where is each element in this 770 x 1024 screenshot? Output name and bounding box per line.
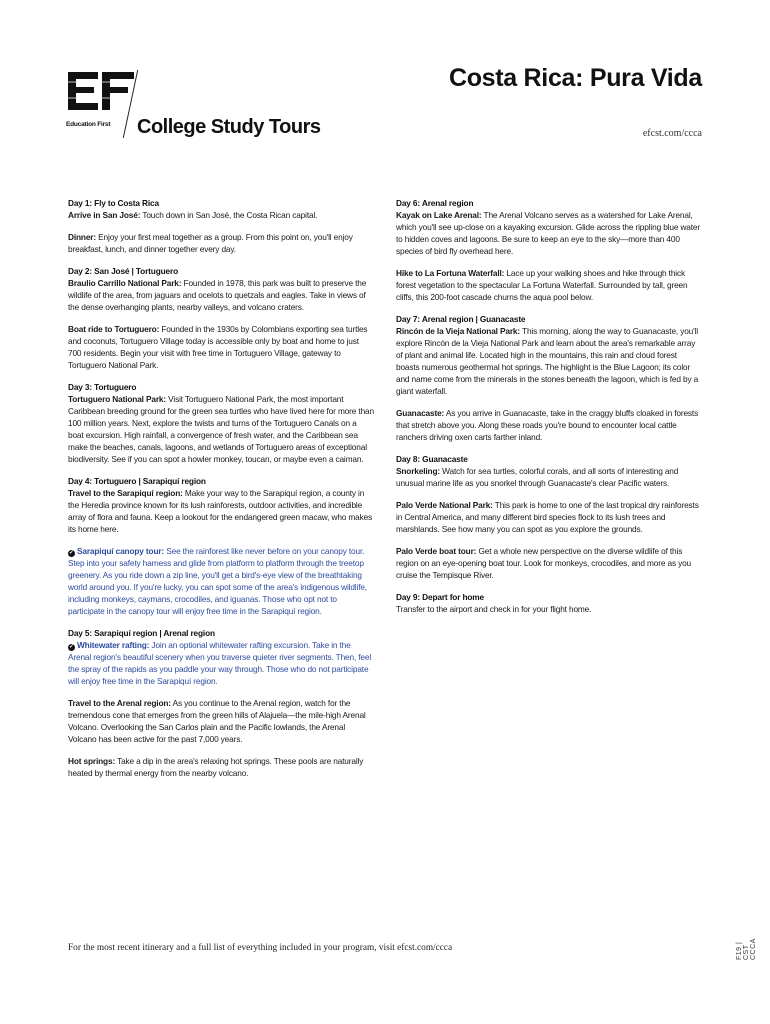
activity-text: Lace up your walking shoes and hike through thick forest vegetation to the spectacular La Fortuna Waterfall. Surrounded by tall, green cliffs, this 200-foot cascade churns the aqua pool below. — [396, 268, 688, 302]
activity-text: See the rainforest like never before on your canopy tour. Step into your safety harness and glide from platform to platform through the treetop greenery. As you ride down a zip line, you'll get a bird's-eye view of the breathtaking world around you. If you're lucky, you can spot some of the area's indigenous wildlife, including monkeys, caymans, crocodiles, and iguanas. Those who opt not to participate in the canopy tour will enjoy free time in the Sarapiquí region. — [68, 546, 367, 616]
activity — [68, 393, 374, 465]
activity — [68, 755, 374, 779]
activity — [396, 267, 702, 303]
activity-lead: Palo Verde National Park: — [396, 500, 493, 510]
itinerary-day — [68, 197, 374, 255]
activity-lead: Hike to La Fortuna Waterfall: — [396, 268, 505, 278]
activity-lead: Braulio Carrillo National Park: — [68, 278, 182, 288]
itinerary-day — [68, 381, 374, 465]
day-title: Day 4: Tortuguero | Sarapiquí region — [68, 476, 206, 486]
optional-excursion-icon: ✓ — [69, 550, 74, 556]
optional-activity — [68, 639, 374, 687]
itinerary-day — [68, 475, 374, 617]
activity-text: Take a dip in the area's relaxing hot springs. These pools are naturally heated by thermal energy from the nearby volcano. — [68, 756, 364, 778]
footer-note: For the most recent itinerary and a full list of everything included in your program, visit efcst.com/ccca — [68, 943, 453, 953]
day-title: Day 5: Sarapiquí region | Arenal region — [68, 628, 215, 638]
activity-lead: Snorkeling: — [396, 466, 440, 476]
activity-lead: Sarapiquí canopy tour: — [77, 546, 165, 556]
activity-text: Founded in the 1930s by Colombians exporting sea turtles and coconuts, Tortuguero Village today is accessible only by boat and home to just 700 residents. Begin your visit with free time in Tortuguero Village, gateway to Tortuguero National Park. — [68, 324, 368, 370]
activity-text: This park is home to one of the last tropical dry rainforests in Central America, and many different bird species flock to its lush trees and marshlands. See how many you can spot as you explore the grounds. — [396, 500, 699, 534]
activity-lead: Tortuguero National Park: — [68, 394, 166, 404]
activity-text: Enjoy your first meal together as a group. From this point on, you'll enjoy breakfast, lunch, and dinner together every day. — [68, 232, 353, 254]
day-title: Day 9: Depart for home — [396, 592, 484, 602]
optional-activity — [68, 545, 374, 617]
activity — [68, 487, 374, 535]
optional-excursion-icon: ✓ — [69, 644, 74, 650]
activity — [396, 407, 702, 443]
activity-text: Touch down in San José, the Costa Rican capital. — [140, 210, 318, 220]
activity-text: The Arenal Volcano serves as a watershed for Lake Arenal, which you'll see up-close on a kayaking excursion. Glide across the rippling blue water to hidden coves and lagoons. Be sure to keep an eye to the sky—more than 400 species of bird fly overhead here. — [396, 210, 700, 256]
activity-lead: Dinner: — [68, 232, 96, 242]
activity-text: Founded in 1978, this park was built to preserve the wildlife of the area, from jaguars and ocelots to quetzals and eagles. Take in views of the dense overhanging plants, nearby valleys, and volcano craters. — [68, 278, 367, 312]
activity-text: This morning, along the way to Guanacaste, you'll explore Rincón de la Vieja National Park and learn about the area's remarkable array of plant and animal life. Located high in the mountains, this rain and cloud forest boasts numerous geothermal hot springs. The highlight is the Blue Lagoon; its color and name come from the minerals in the stones beneath the lagoon, which is fed by a giant waterfall. — [396, 326, 699, 396]
activity-lead: Palo Verde boat tour: — [396, 546, 477, 556]
day-title: Day 2: San José | Tortuguero — [68, 266, 178, 276]
itinerary-day — [396, 453, 702, 581]
activity — [396, 465, 702, 489]
activity-lead: Guanacaste: — [396, 408, 445, 418]
day-title: Day 6: Arenal region — [396, 198, 474, 208]
logo-caption: Education First — [66, 121, 111, 128]
activity-text: Make your way to the Sarapiquí region, a county in the Heredia province known for its lush rainforests, outdoor activities, and incredible array of flora and fauna. Keep a lookout for the endangered green macaw, who makes its home here. — [68, 488, 373, 534]
day-title: Day 3: Tortuguero — [68, 382, 137, 392]
activity-text: Join an optional whitewater rafting excursion. Take in the Arenal region's beautiful scenery when you traverse quieter river segments. Then, feel the spray of the rapids as you paddle your way through. Those who do not participate will enjoy free time in the Sarapiquí region. — [68, 640, 372, 686]
activity — [396, 325, 702, 397]
document-code: F19 | CST CCCA — [736, 938, 757, 960]
activity-text: Watch for sea turtles, colorful corals, and all sorts of interesting and unusual marine life as you snorkel through Guanacaste's clear Pacific waters. — [396, 466, 679, 488]
activity — [396, 209, 702, 257]
activity — [396, 603, 702, 615]
activity-text: Visit Tortuguero National Park, the most important Caribbean breeding ground for the green sea turtles who have lived here for more than 100 million years. Next, explore the twists and turns of the Tortuguero Canals on a boat excursion. High rainfall, a convergence of fresh water, and the Caribbean sea make the beaches, canals, lagoons, and wetlands of Tortuguero areas of exceptional biodiversity. See if you can spot a howler monkey, toucan, or maybe even a caiman. — [68, 394, 374, 464]
activity-lead: Whitewater rafting: — [77, 640, 150, 650]
itinerary-day — [396, 197, 702, 303]
itinerary-day — [396, 313, 702, 443]
activity — [68, 209, 374, 221]
activity-text: Get a whole new perspective on the diverse wildlife of this region on an eye-opening boat tour. Look for monkeys, crocodiles, and more as you cruise the Tempisque River. — [396, 546, 692, 580]
document-title: Costa Rica: Pura Vida — [448, 64, 702, 92]
site-url[interactable]: efcst.com/ccca — [642, 128, 702, 139]
activity — [68, 697, 374, 745]
activity-lead: Arrive in San José: — [68, 210, 141, 220]
activity — [68, 323, 374, 371]
day-title: Day 7: Arenal region | Guanacaste — [396, 314, 526, 324]
activity — [396, 545, 702, 581]
brand-subtitle: College Study Tours — [137, 116, 321, 138]
activity — [68, 231, 374, 255]
activity-lead: Boat ride to Tortuguero: — [68, 324, 160, 334]
day-title: Day 1: Fly to Costa Rica — [68, 198, 159, 208]
ef-logo-mark — [66, 70, 136, 120]
day-title: Day 8: Guanacaste — [396, 454, 468, 464]
activity-lead: Hot springs: — [68, 756, 116, 766]
itinerary-day — [396, 591, 702, 615]
activity — [68, 277, 374, 313]
activity-lead: Rincón de la Vieja National Park: — [396, 326, 521, 336]
itinerary-right-column — [396, 197, 702, 625]
itinerary-left-column — [68, 197, 374, 789]
activity-text: As you continue to the Arenal region, watch for the tremendous cone that emerges from the green hills of Alajuela—the mile-high Arenal Volcano. Overlooking the San Carlos plain and the Pacific lowlands, the Arenal Volcano has been active for the past 7,000 years. — [68, 698, 366, 744]
activity-text: As you arrive in Guanacaste, take in the craggy bluffs cloaked in forests that stretch above you. Along these roads you're bound to encounter local cattle ranchers driving oxen carts farther inland. — [396, 408, 699, 442]
itinerary-day — [68, 627, 374, 779]
activity-lead: Kayak on Lake Arenal: — [396, 210, 482, 220]
activity — [396, 499, 702, 535]
activity-lead: Travel to the Sarapiquí region: — [68, 488, 183, 498]
activity-text: Transfer to the airport and check in for your flight home. — [396, 604, 592, 614]
activity-lead: Travel to the Arenal region: — [68, 698, 171, 708]
itinerary-day — [68, 265, 374, 371]
